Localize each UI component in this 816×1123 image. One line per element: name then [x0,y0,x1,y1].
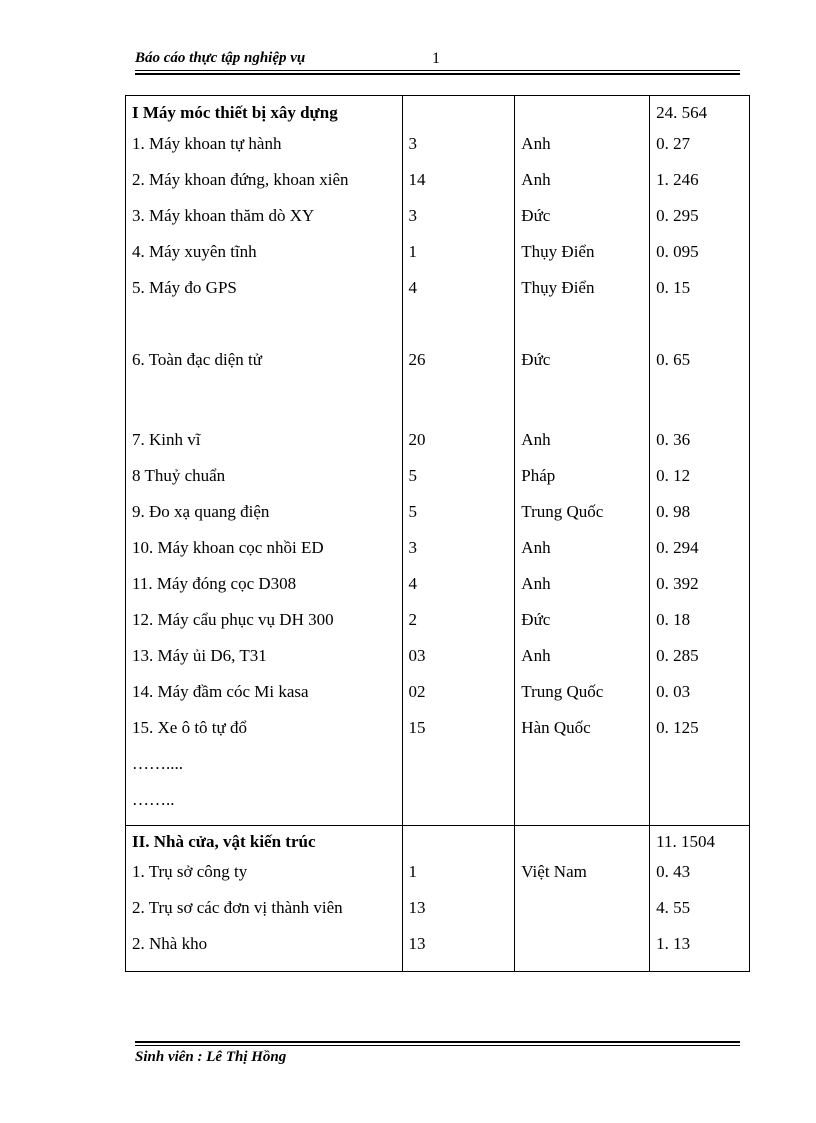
item-value: 1. 13 [650,934,750,972]
table-row [126,574,750,610]
section-value: 11. 1504 [650,826,750,862]
asset-table [125,95,750,972]
section-origin [515,826,650,862]
item-qty: 02 [402,682,515,718]
item-origin: Anh [515,538,650,574]
table-row [126,278,750,314]
item-name: 15. Xe ô tô tự đổ [126,718,403,754]
item-name: 11. Máy đóng cọc D308 [126,574,403,610]
item-origin: Anh [515,430,650,466]
page-number: 1 [432,50,440,67]
item-origin: Trung Quốc [515,502,650,538]
item-value: 0. 095 [650,242,750,278]
table-row [126,430,750,466]
section-origin [515,96,650,134]
item-qty: 1 [402,862,515,898]
item-name: 6. Toàn đạc diện tử [126,350,403,386]
item-value: 1. 246 [650,170,750,206]
table-row [126,862,750,898]
item-name: 14. Máy đầm cóc Mi kasa [126,682,403,718]
item-name: 1. Máy khoan tự hành [126,134,403,170]
table-row [126,502,750,538]
item-qty: 3 [402,538,515,574]
item-value: 0. 295 [650,206,750,242]
item-name: 12. Máy cẩu phục vụ DH 300 [126,610,403,646]
item-value [650,790,750,826]
table-row [126,790,750,826]
section-value: 24. 564 [650,96,750,134]
item-origin [515,790,650,826]
item-value: 0. 36 [650,430,750,466]
item-origin: Đức [515,206,650,242]
item-name: 4. Máy xuyên tĩnh [126,242,403,278]
item-qty: 15 [402,718,515,754]
item-name: 7. Kinh vĩ [126,430,403,466]
table-row [126,206,750,242]
item-origin: Anh [515,574,650,610]
item-origin: Việt Nam [515,862,650,898]
item-qty: 13 [402,934,515,972]
footer-rule-thick [135,1041,740,1043]
item-value: 0. 18 [650,610,750,646]
table-row [126,898,750,934]
item-origin: Anh [515,134,650,170]
item-name: …….... [126,754,403,790]
item-qty: 03 [402,646,515,682]
item-name: 2. Máy khoan đứng, khoan xiên [126,170,403,206]
item-origin: Đức [515,350,650,386]
item-value: 0. 65 [650,350,750,386]
item-name: 3. Máy khoan thăm dò XY [126,206,403,242]
item-value [650,754,750,790]
item-origin: Thụy Điển [515,278,650,314]
section-name: I Máy móc thiết bị xây dựng [126,96,403,134]
item-origin: Anh [515,170,650,206]
item-name: 13. Máy ủi D6, T31 [126,646,403,682]
footer-author: Sinh viên : Lê Thị Hồng [135,1049,287,1065]
item-value: 0. 12 [650,466,750,502]
section-heading-row [126,96,750,134]
item-origin: Anh [515,646,650,682]
footer-rule-thin [135,1045,740,1046]
header-rule-thick [135,73,740,75]
item-name: 9. Đo xạ quang điện [126,502,403,538]
item-value: 0. 98 [650,502,750,538]
item-value: 0. 43 [650,862,750,898]
item-value: 0. 03 [650,682,750,718]
item-qty: 4 [402,574,515,610]
item-value: 0. 15 [650,278,750,314]
section-heading-row [126,826,750,862]
table-row [126,242,750,278]
item-value: 0. 392 [650,574,750,610]
item-value: 0. 285 [650,646,750,682]
item-qty: 3 [402,206,515,242]
table-row [126,646,750,682]
header-title: Báo cáo thực tập nghiệp vụ [135,50,306,66]
item-qty: 4 [402,278,515,314]
table-row [126,134,750,170]
item-name: 2. Trụ sơ các đơn vị thành viên [126,898,403,934]
item-qty: 13 [402,898,515,934]
item-name: 2. Nhà kho [126,934,403,972]
item-qty: 2 [402,610,515,646]
item-qty [402,754,515,790]
item-value: 0. 294 [650,538,750,574]
item-value: 0. 27 [650,134,750,170]
header-rule-thin [135,70,740,71]
table-row [126,350,750,386]
item-qty: 14 [402,170,515,206]
item-origin [515,754,650,790]
table-row [126,170,750,206]
item-name: 8 Thuỷ chuẩn [126,466,403,502]
item-name: 5. Máy đo GPS [126,278,403,314]
item-origin [515,898,650,934]
table-row-spacer [126,314,750,350]
table-row [126,754,750,790]
item-origin: Đức [515,610,650,646]
item-qty: 1 [402,242,515,278]
section-name: II. Nhà cửa, vật kiến trúc [126,826,403,862]
table-row [126,466,750,502]
item-origin: Thụy Điển [515,242,650,278]
item-name: 1. Trụ sở công ty [126,862,403,898]
table-row [126,610,750,646]
item-name: …….. [126,790,403,826]
item-name: 10. Máy khoan cọc nhồi ED [126,538,403,574]
table-row-spacer [126,386,750,430]
item-qty: 3 [402,134,515,170]
table-row [126,934,750,972]
table-row [126,682,750,718]
table-row [126,718,750,754]
item-origin: Trung Quốc [515,682,650,718]
item-origin [515,934,650,972]
item-value: 0. 125 [650,718,750,754]
table-row [126,538,750,574]
item-qty: 5 [402,502,515,538]
item-origin: Pháp [515,466,650,502]
item-qty: 26 [402,350,515,386]
section-qty [402,826,515,862]
item-value: 4. 55 [650,898,750,934]
item-qty: 20 [402,430,515,466]
section-qty [402,96,515,134]
item-origin: Hàn Quốc [515,718,650,754]
item-qty [402,790,515,826]
item-qty: 5 [402,466,515,502]
